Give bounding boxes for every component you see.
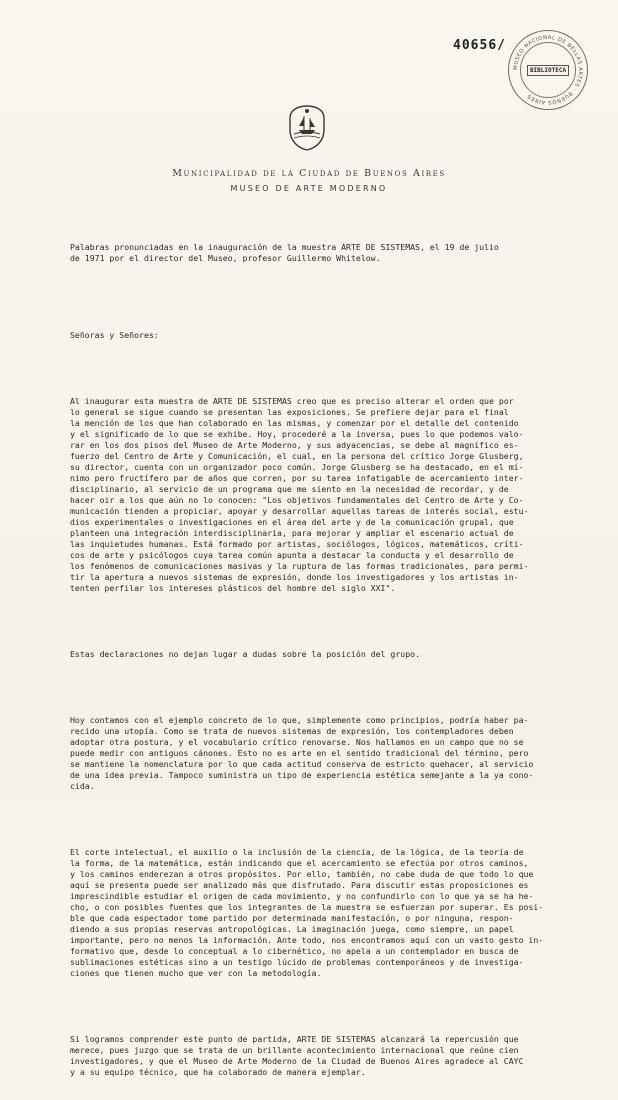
paragraph-2: Estas declaraciones no dejan lugar a dudas sobre la posición del grupo. [70,649,420,659]
stamp-ring-text: MUSEO NACIONAL DE BELLAS ARTES · BUENOS AIRES [512,34,584,106]
intro-paragraph: Palabras pronunciadas en la inauguración de la muestra ARTE DE SISTEMAS, el 19 de julio de 1971 por el director del Museo, profesor Guillermo Whitelow. [70,242,499,263]
svg-text:MUSEO NACIONAL DE BELLAS ARTES [513,35,583,105]
paragraph-3: Hoy contamos con el ejemplo concreto de lo que, simplemente como principios, podría haber pa- recido una utopía. Como se trata de nuevos sistemas de expresión, los contempladores deben adoptar otra postura, y el vocabulario crítico renovarse. Nos hallamos en un campo que no se puede medir con antiguos cánones. Esto no es arte en el sentido tradicional del término, pero se mantiene la nomenclatura por lo que cada actitud conserva de estricto quehacer, al servicio de una idea previa. Tampoco suministra un tipo de experiencia estética semejante a la ya cono- cida. [70,715,534,791]
document-body [70,220,570,1100]
catalog-number: 40656/ [453,38,506,53]
stamp-ring-icon [509,31,587,109]
paragraph-1: Al inaugurar esta muestra de ARTE DE SISTEMAS creo que es preciso alterar el orden que por lo general se sigue cuando se presentan las exposiciones. Se prefiere dejar para el final la mención de los que han colaborado en las mismas, y comenzar por el detalle del contenido y el significado de lo que se exhibe. Hoy, procederé a la inversa, pues lo que podemos valo- rar en los dos pisos del Museo de Arte Moderno, y sus adyacencias, se debe al magnífico es- fuerzo del Centro de Arte y Comunicación, el cual, en la persona del crítico Jorge Glusberg, su director, cuenta con un organizador poco común. Jorge Glusberg se ha destacado, en el mí- nimo pero fructífero par de años que corren, por su tarea infatigable de acercamiento inter- disciplinario, al servicio de un programa que me siento en la necesidad de recordar, y de hacer oir a los que aún no lo conocen: "Los objetivos fundamentales del Centro de Arte y Co- municación tienden a propiciar, apoyar y desarrollar aquellas tareas de interés social, estu- dios experimentales o investigaciones en el área del arte y de la comunicación grupal, que planteen una integración interdisciplinaria, para mejorar y ampliar el escenario actual de las inquietudes humanas. Está formado por artistas, sociólogos, lógicos, matemáticos, críti- cos de arte y psicólogos cuya tarea común apunta a destacar la conducta y el desarrollo de los fenómenos de comunicaciones masivas y la ruptura de las formas tradicionales, para permi- tir la apertura a nuevos sistemas de expresión, donde los investigadores y los artistas in- tenten perfilar los intereses plásticos del hombre del siglo XXI". [70,396,529,593]
paragraph-4: El corte intelectual, el auxilio o la inclusión de la ciencia, de la lógica, de la teoría de la forma, de la matemática, están indicando que el acercamiento se efectúa por otros caminos, y los caminos enderezan a otros propósitos. Por ello, también, no cabe duda de que todo lo que aquí se presenta puede ser analizado más que disfrutado. Para discutir estas proposiciones es imprescindible estudiar el origen de cada movimiento, y no confundirlo con lo que ya se ha he- cho, o con posibles fuentes que los integrantes de la muestra se esfuerzan por superar. Es posi- ble que cada espectador tome partido por determinada manifestación, o por ninguna, respon- diendo a sus propias reservas antropológicas. La imaginación juega, como siempre, un papel importante, pero no menos la información. Ante todo, nos encontramos aquí con un vasto gesto in- formativo que, desde lo conceptual a lo cibernético, no apela a un contemplador en busca de sublimaciones estéticas sino a un testigo lúcido de problemas contemporáneos y de investiga- ciones que tienen mucho que ver con la metodología. [70,847,544,978]
buenos-aires-coat-of-arms-icon [286,104,328,152]
salutation: Señoras y Señores: [70,330,159,340]
library-stamp [508,30,588,110]
museum-name: MUSEO DE ARTE MODERNO [230,184,388,193]
paragraph-5: Si logramos comprender este punto de partida, ARTE DE SISTEMAS alcanzará la repercusión que merece, pues juzgo que se trata de un brillante acontecimiento internacional que reúne cien investigadores, y que el Museo de Arte Moderno de la Ciudad de Buenos Aires agradece al CAYC y a su equipo técnico, que ha colaborado de manera ejemplar. [70,1034,524,1077]
stamp-label: BIBLIOTECA [527,65,569,76]
municipality-name: Municipalidad de la Ciudad de Buenos Aires [172,168,446,179]
